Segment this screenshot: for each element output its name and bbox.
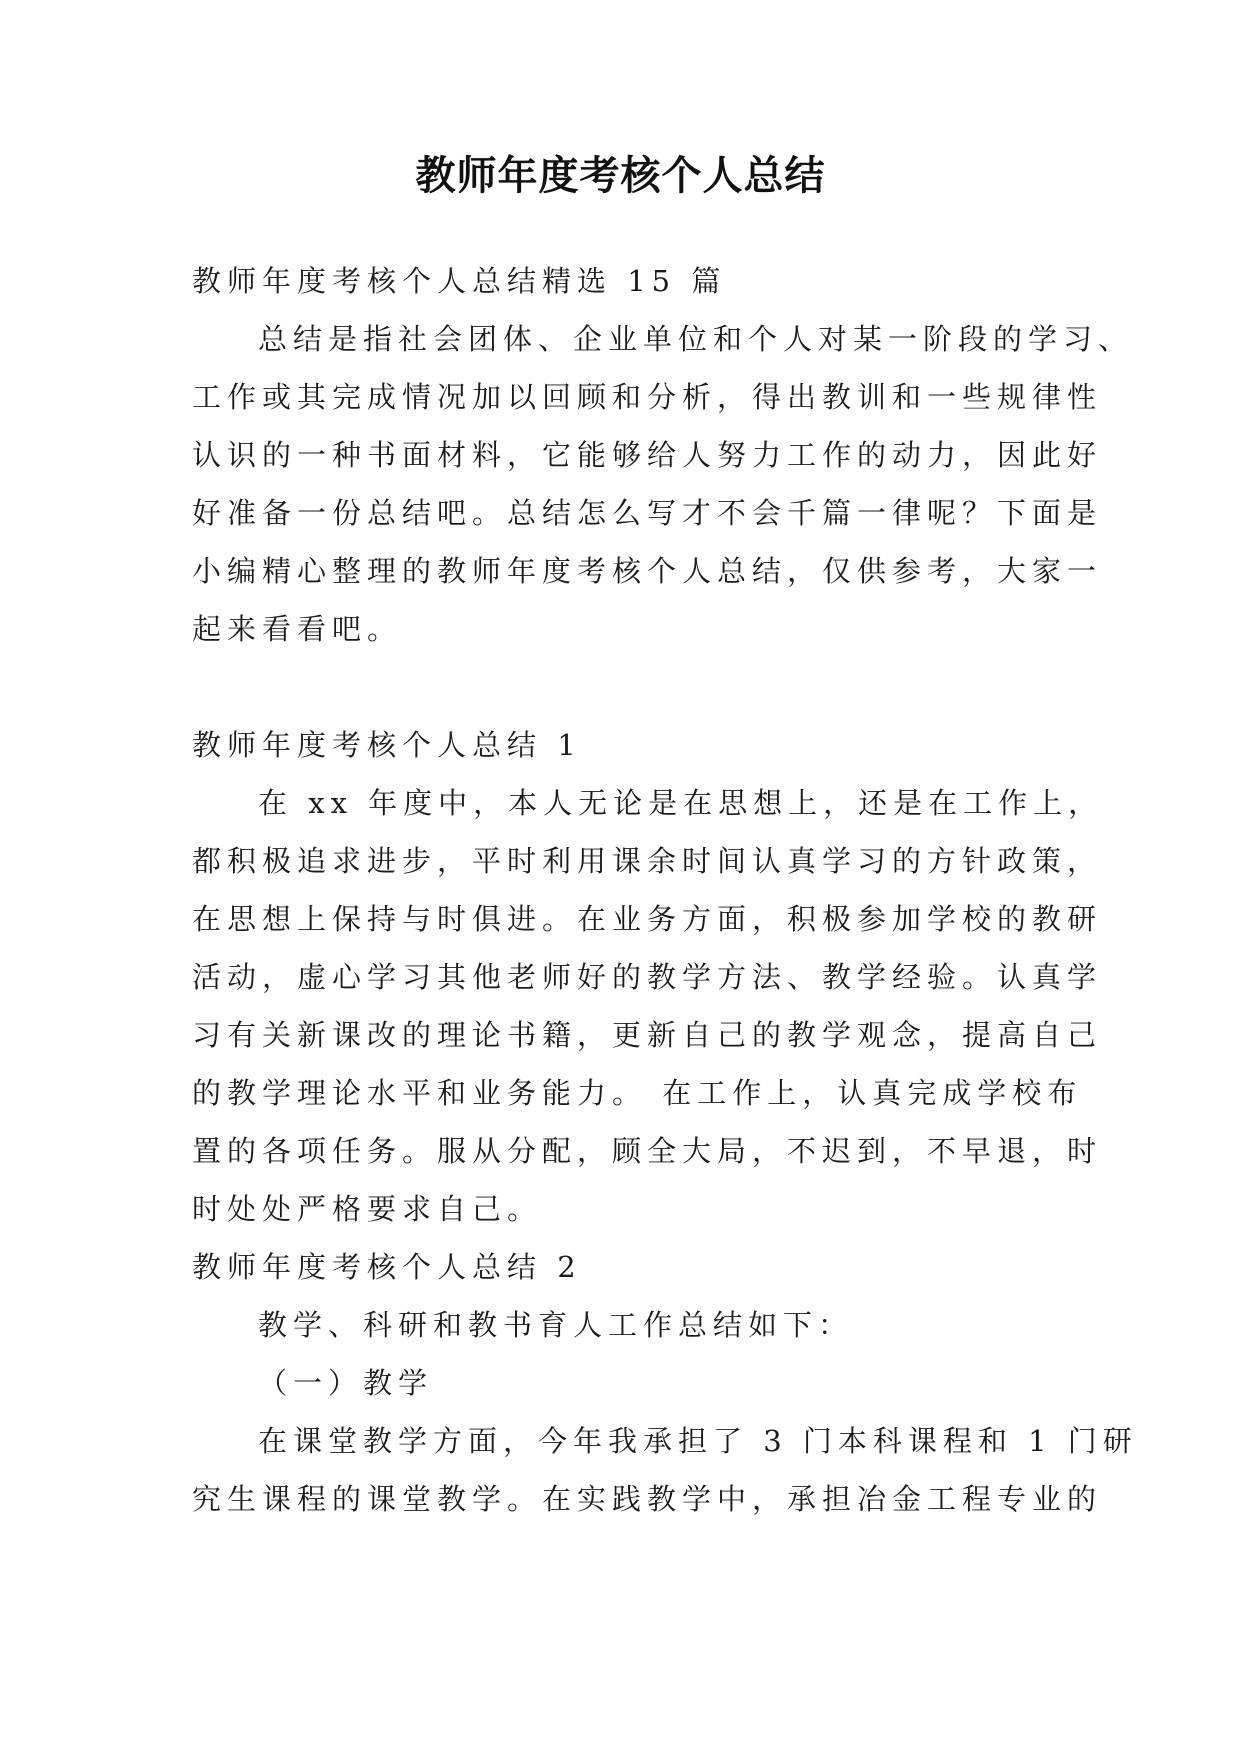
intro-line: 起来看看吧。: [192, 612, 403, 646]
intro-line: 小编精心整理的教师年度考核个人总结，仅供参考，大家一: [192, 554, 1103, 588]
section-1-line: 时处处严格要求自己。: [192, 1192, 543, 1226]
document-title: 教师年度考核个人总结: [415, 153, 826, 199]
intro-heading: 教师年度考核个人总结精选 15 篇: [192, 264, 727, 298]
section-2-line: 究生课程的课堂教学。在实践教学中，承担冶金工程专业的: [192, 1482, 1103, 1516]
intro-line: 总结是指社会团体、企业单位和个人对某一阶段的学习、: [258, 322, 1134, 356]
section-2-line: 在课堂教学方面，今年我承担了 3 门本科课程和 1 门研: [258, 1424, 1138, 1458]
section-1-line: 的教学理论水平和业务能力。 在工作上，认真完成学校布: [192, 1076, 1083, 1110]
section-1-line: 在思想上保持与时俱进。在业务方面，积极参加学校的教研: [192, 902, 1103, 936]
section-2-heading: 教师年度考核个人总结 2: [192, 1250, 582, 1284]
document-body: [192, 252, 1138, 1528]
section-1-line: 在 xx 年度中，本人无论是在思想上，还是在工作上，: [258, 786, 1104, 820]
section-1-line: 置的各项任务。服从分配，顾全大局，不迟到，不早退，时: [192, 1134, 1103, 1168]
intro-line: 工作或其完成情况加以回顾和分析，得出教训和一些规律性: [192, 380, 1103, 414]
section-1-heading: 教师年度考核个人总结 1: [192, 728, 582, 762]
section-2-subheading: （一）教学: [258, 1366, 434, 1400]
section-1-line: 习有关新课改的理论书籍，更新自己的教学观念，提高自己: [192, 1018, 1103, 1052]
section-2-line: 教学、科研和教书育人工作总结如下：: [258, 1308, 854, 1342]
section-1-line: 都积极追求进步，平时利用课余时间认真学习的方针政策，: [192, 844, 1103, 878]
blank-line: [192, 658, 1072, 716]
section-1-line: 活动，虚心学习其他老师好的教学方法、教学经验。认真学: [192, 960, 1103, 994]
intro-line: 认识的一种书面材料，它能够给人努力工作的动力，因此好: [192, 438, 1103, 472]
intro-line: 好准备一份总结吧。总结怎么写才不会千篇一律呢？下面是: [192, 496, 1103, 530]
